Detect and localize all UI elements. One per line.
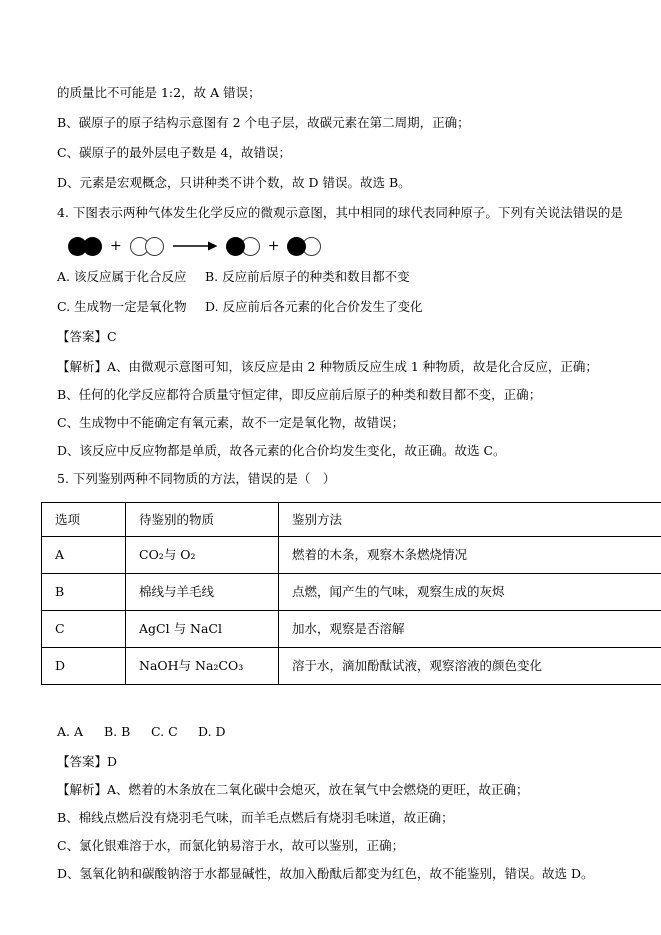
table-cell-substances: NaOH与 Na₂CO₃ xyxy=(126,648,279,685)
question5-analysis-line: B、棉线点燃后没有烧羽毛气味，而羊毛点燃后有烧羽毛味道，故正确； xyxy=(57,810,454,825)
prev-analysis-line: B、碳原子的原子结构示意图有 2 个电子层，故碳元素在第二周期，正确； xyxy=(57,115,470,130)
white-atom-icon xyxy=(145,237,164,256)
table-cell-substances: 棉线与羊毛线 xyxy=(126,574,279,611)
identification-table xyxy=(41,502,661,685)
table-cell-method: 点燃，闻产生的气味，观察生成的灰烬 xyxy=(279,574,661,611)
analysis-tag: 【解析】 xyxy=(57,782,108,797)
question5-stem: 5. 下列鉴别两种不同物质的方法，错误的是（ ） xyxy=(57,471,336,486)
question4-analysis-line: B、任何的化学反应都符合质量守恒定律，即反应前后原子的种类和数目都不变，正确； xyxy=(57,387,542,402)
black-atom-icon xyxy=(83,237,102,256)
table-row xyxy=(42,648,661,685)
table-cell-method: 溶于水，滴加酚酞试液，观察溶液的颜色变化 xyxy=(279,648,661,685)
answer-tag: 【答案】 xyxy=(57,754,108,769)
table-cell-substances: CO₂与 O₂ xyxy=(126,537,279,574)
question4-option-d: D. 反应前后各元素的化合价发生了变化 xyxy=(205,299,423,314)
table-cell-option: B xyxy=(42,574,126,611)
black-atom-icon xyxy=(287,237,306,256)
answer-value: D xyxy=(107,754,118,769)
analysis-tag: 【解析】 xyxy=(57,359,108,374)
question4-analysis-line: C、生成物中不能确定有氧元素，故不一定是氧化物，故错误； xyxy=(57,415,405,430)
question5-analysis-line: C、氯化银难溶于水，而氯化钠易溶于水，故可以鉴别，正确； xyxy=(57,838,405,853)
question5-analysis-line xyxy=(57,783,611,797)
analysis-text: A、由微观示意图可知，该反应是由 2 种物质反应生成 1 种物质，故是化合反应，正确； xyxy=(107,359,598,374)
question5-answer-line xyxy=(57,755,611,769)
question4-option-c: C. 生成物一定是氧化物 xyxy=(57,299,187,314)
table-row xyxy=(42,611,661,648)
reaction-diagram xyxy=(57,236,611,256)
question4-option-a: A. 该反应属于化合反应 xyxy=(57,269,187,284)
answer-tag: 【答案】 xyxy=(57,329,108,344)
question5-analysis-line: D、氢氧化钠和碳酸钠溶于水都显碱性，故加入酚酞后都变为红色，故不能鉴别，错误。故选 D。 xyxy=(57,866,594,881)
black-atom-icon xyxy=(226,237,245,256)
prev-analysis-line: 的质量比不可能是 1:2，故 A 错误； xyxy=(57,85,261,100)
plus-sign: + xyxy=(267,238,280,254)
question5-choice-a: A. A xyxy=(57,724,84,739)
prev-analysis-line: D、元素是宏观概念，只讲种类不讲个数，故 D 错误。故选 B。 xyxy=(57,175,411,190)
prev-analysis-line: C、碳原子的最外层电子数是 4，故错误； xyxy=(57,145,291,160)
table-cell-option: D xyxy=(42,648,126,685)
table-cell-method: 加水，观察是否溶解 xyxy=(279,611,661,648)
question4-analysis-line: D、该反应中反应物都是单质，故各元素的化合价均发生变化，故正确。故选 C。 xyxy=(57,443,506,458)
reactant-molecule-2 xyxy=(130,237,164,256)
reactant-molecule-1 xyxy=(68,237,102,256)
answer-value: C xyxy=(107,329,117,344)
table-cell-method: 燃着的木条，观察木条燃烧情况 xyxy=(279,537,661,574)
table-header-cell: 鉴别方法 xyxy=(279,503,661,537)
table-row xyxy=(42,537,661,574)
table-cell-option: A xyxy=(42,537,126,574)
table-header-cell: 待鉴别的物质 xyxy=(126,503,279,537)
table-header-row xyxy=(42,503,661,537)
question5-choice-b: B. B xyxy=(104,724,131,739)
analysis-text: A、燃着的木条放在二氧化碳中会熄灭，放在氧气中会燃烧的更旺，故正确； xyxy=(107,782,529,797)
table-cell-substances: AgCl 与 NaCl xyxy=(126,611,279,648)
question4-answer-line xyxy=(57,330,611,344)
question5-choice-c: C. C xyxy=(151,724,178,739)
plus-sign: + xyxy=(110,238,122,254)
table-header-cell: 选项 xyxy=(42,503,126,537)
question4-stem: 4. 下图表示两种气体发生化学反应的微观示意图，其中相同的球代表同种原子。下列有关说法错误的是 xyxy=(57,205,623,220)
table-cell-option: C xyxy=(42,611,126,648)
reaction-arrow-icon xyxy=(172,240,218,252)
question5-choices-row xyxy=(57,725,611,739)
question4-option-b: B. 反应前后原子的种类和数目都不变 xyxy=(205,269,410,284)
question4-options-row-2 xyxy=(57,300,611,314)
product-molecule-1 xyxy=(226,237,260,256)
product-molecule-2 xyxy=(287,237,321,256)
question5-choice-d: D. D xyxy=(198,724,226,739)
question4-analysis-line xyxy=(57,360,611,374)
question4-options-row-1 xyxy=(57,270,611,284)
table-row xyxy=(42,574,661,611)
